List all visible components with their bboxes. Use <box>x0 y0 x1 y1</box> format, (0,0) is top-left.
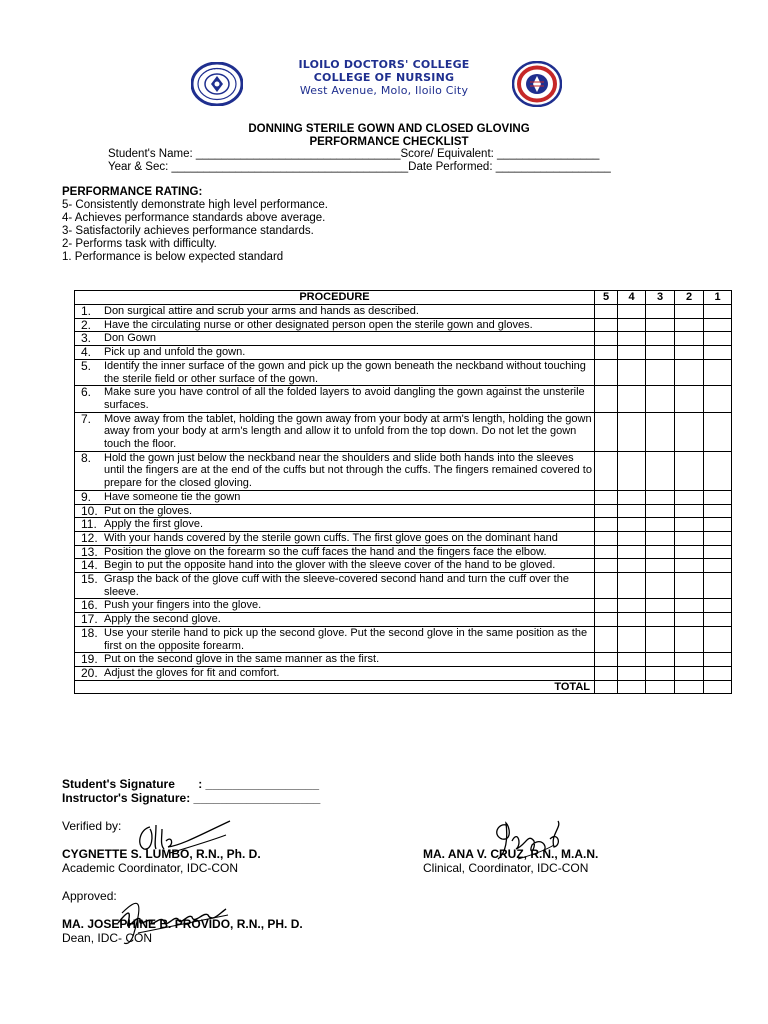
procedure-cell <box>75 518 595 532</box>
score-cell[interactable] <box>595 346 618 360</box>
step-number: 2. <box>81 317 92 332</box>
score-cell[interactable] <box>704 518 732 532</box>
score-cell[interactable] <box>704 504 732 518</box>
step-text: Make sure you have control of all the folded layers to avoid dangling the gown against the unsterile surfaces. <box>104 386 585 411</box>
step-number: 3. <box>81 331 92 346</box>
verified-label: Verified by: <box>62 819 122 833</box>
procedure-cell <box>75 305 595 319</box>
table-row <box>75 518 732 532</box>
procedure-cell <box>75 613 595 627</box>
step-number: 6. <box>81 385 92 400</box>
academic-coordinator-role: Academic Coordinator, IDC-CON <box>62 861 239 875</box>
signature-academic-coordinator <box>130 815 240 865</box>
step-text: Don Gown <box>104 332 156 345</box>
score-cell[interactable] <box>704 490 732 504</box>
score-cell[interactable] <box>595 305 618 319</box>
dean-role: Dean, IDC- CON <box>62 931 153 945</box>
score-cell[interactable] <box>704 599 732 613</box>
step-number: 13. <box>81 544 98 559</box>
score-cell[interactable] <box>595 680 618 693</box>
score-cell[interactable] <box>675 504 704 518</box>
step-text: Put on the second glove in the same manner as the first. <box>104 653 380 666</box>
step-text: Have the circulating nurse or other designated person open the sterile gown and gloves. <box>104 318 533 331</box>
procedure-cell <box>75 346 595 360</box>
step-number: 10. <box>81 503 98 518</box>
table-row <box>75 305 732 319</box>
score-cell[interactable] <box>618 504 646 518</box>
procedure-cell <box>75 318 595 332</box>
score-cell[interactable] <box>704 332 732 346</box>
procedure-cell <box>75 573 595 599</box>
college-name: ILOILO DOCTORS' COLLEGE <box>298 58 470 71</box>
step-text: Position the glove on the forearm so the cuff faces the hand and the fingers face the elbow. <box>104 545 547 558</box>
score-header-3: 3 <box>646 291 675 305</box>
score-cell[interactable] <box>704 531 732 545</box>
score-cell[interactable] <box>704 412 732 451</box>
score-cell[interactable] <box>595 504 618 518</box>
table-row <box>75 412 732 451</box>
score-cell[interactable] <box>646 305 675 319</box>
score-cell[interactable] <box>675 653 704 667</box>
approved-label: Approved: <box>62 889 117 903</box>
score-cell[interactable] <box>595 599 618 613</box>
score-cell[interactable] <box>618 318 646 332</box>
procedure-cell <box>75 451 595 490</box>
score-cell[interactable] <box>675 518 704 532</box>
score-cell[interactable] <box>704 666 732 680</box>
step-text: Move away from the tablet, holding the gown away from your body at arm's length, holding the gown away from your body at arm's length and allow it to unfold from the top down. Do not let the gown touch the floor. <box>104 412 592 451</box>
step-number: 20. <box>81 665 98 680</box>
step-number: 19. <box>81 652 98 667</box>
score-cell[interactable] <box>618 531 646 545</box>
score-cell[interactable] <box>704 613 732 627</box>
score-cell[interactable] <box>595 490 618 504</box>
step-number: 11. <box>81 517 97 532</box>
procedure-cell <box>75 490 595 504</box>
college-address: West Avenue, Molo, Iloilo City <box>299 84 469 97</box>
score-cell[interactable] <box>675 613 704 627</box>
score-cell[interactable] <box>595 626 618 652</box>
score-cell[interactable] <box>595 531 618 545</box>
rating-item: 2- Performs task with difficulty. <box>62 238 217 250</box>
score-cell[interactable] <box>595 613 618 627</box>
score-cell[interactable] <box>618 490 646 504</box>
score-header-5: 5 <box>595 291 618 305</box>
score-cell[interactable] <box>646 545 675 559</box>
step-number: 4. <box>81 345 92 360</box>
step-text: Adjust the gloves for fit and comfort. <box>104 666 280 679</box>
score-cell[interactable] <box>646 504 675 518</box>
table-row <box>75 332 732 346</box>
procedure-cell <box>75 599 595 613</box>
score-cell[interactable] <box>675 346 704 360</box>
table-row <box>75 653 732 667</box>
score-cell[interactable] <box>675 666 704 680</box>
score-cell[interactable] <box>704 451 732 490</box>
score-cell[interactable] <box>704 386 732 412</box>
step-text: Put on the gloves. <box>104 504 193 517</box>
step-number: 5. <box>81 358 92 373</box>
procedure-cell <box>75 332 595 346</box>
score-cell[interactable] <box>618 346 646 360</box>
step-number: 7. <box>81 411 92 426</box>
score-cell[interactable] <box>595 653 618 667</box>
score-cell[interactable] <box>704 653 732 667</box>
step-number: 16. <box>81 598 98 613</box>
table-row <box>75 666 732 680</box>
score-cell[interactable] <box>704 305 732 319</box>
student-name-field: Student's Name: ________________________________Score/ Equivalent: ________________ <box>108 148 600 160</box>
score-cell[interactable] <box>646 346 675 360</box>
score-cell[interactable] <box>595 545 618 559</box>
score-cell[interactable] <box>646 613 675 627</box>
clinical-coordinator-name: MA. ANA V. CRUZ, R.N., M.A.N. <box>423 847 599 861</box>
score-cell[interactable] <box>618 305 646 319</box>
score-cell[interactable] <box>675 545 704 559</box>
step-number: 9. <box>81 489 92 504</box>
score-cell[interactable] <box>646 359 675 385</box>
score-cell[interactable] <box>704 573 732 599</box>
rating-item: 4- Achieves performance standards above average. <box>62 212 326 224</box>
table-row <box>75 504 732 518</box>
step-text: Pick up and unfold the gown. <box>104 346 246 359</box>
performance-rating <box>62 186 328 264</box>
step-number: 1. <box>81 304 92 318</box>
rating-item: 1. Performance is below expected standard <box>62 251 284 263</box>
step-text: Begin to put the opposite hand into the glover with the sleeve cover of the hand to be gloved. <box>104 559 556 572</box>
score-cell[interactable] <box>646 318 675 332</box>
step-text: Apply the second glove. <box>104 613 221 626</box>
rating-item: 3- Satisfactorily achieves performance standards. <box>62 225 314 237</box>
step-text: Grasp the back of the glove cuff with the sleeve-covered second hand and turn the cuff over the sleeve. <box>104 573 569 598</box>
score-header-4: 4 <box>618 291 646 305</box>
table-row <box>75 346 732 360</box>
department-name: COLLEGE OF NURSING <box>313 71 455 84</box>
score-cell[interactable] <box>618 626 646 652</box>
score-cell[interactable] <box>618 680 646 693</box>
score-cell[interactable] <box>675 305 704 319</box>
score-cell[interactable] <box>704 545 732 559</box>
table-row <box>75 599 732 613</box>
rating-item: 5- Consistently demonstrate high level performance. <box>62 199 328 211</box>
total-row <box>75 680 732 693</box>
score-cell[interactable] <box>618 451 646 490</box>
procedure-cell <box>75 666 595 680</box>
score-cell[interactable] <box>646 412 675 451</box>
year-sec-field: Year & Sec: _____________________________________Date Performed: __________________ <box>108 161 611 173</box>
procedure-cell <box>75 559 595 573</box>
score-cell[interactable] <box>618 666 646 680</box>
procedure-cell <box>75 545 595 559</box>
signature-dean <box>108 893 238 953</box>
step-text: Hold the gown just below the neckband near the shoulders and slide both hands into the sleeves until the fingers are at the end of the cuffs but not through the cuffs. The fingers remained covered to prepare for the closed gloving. <box>104 451 592 490</box>
score-cell[interactable] <box>675 573 704 599</box>
total-label: TOTAL <box>75 680 595 693</box>
score-cell[interactable] <box>704 559 732 573</box>
procedure-cell <box>75 359 595 385</box>
score-cell[interactable] <box>675 451 704 490</box>
score-cell[interactable] <box>618 545 646 559</box>
table-row <box>75 531 732 545</box>
step-text: Don surgical attire and scrub your arms and hands as described. <box>104 305 419 317</box>
score-cell[interactable] <box>675 359 704 385</box>
step-text: Push your fingers into the glove. <box>104 599 262 612</box>
step-number: 15. <box>81 572 98 587</box>
score-cell[interactable] <box>595 573 618 599</box>
score-cell[interactable] <box>646 680 675 693</box>
score-cell[interactable] <box>595 318 618 332</box>
score-cell[interactable] <box>618 359 646 385</box>
document-subtitle: PERFORMANCE CHECKLIST <box>309 136 469 148</box>
table-row <box>75 318 732 332</box>
academic-coordinator-name: CYGNETTE S. LUMBO, R.N., Ph. D. <box>62 847 261 861</box>
procedure-cell <box>75 504 595 518</box>
step-text: Have someone tie the gown <box>104 490 241 503</box>
score-cell[interactable] <box>646 386 675 412</box>
score-cell[interactable] <box>646 666 675 680</box>
score-cell[interactable] <box>595 451 618 490</box>
score-cell[interactable] <box>646 490 675 504</box>
score-cell[interactable] <box>646 531 675 545</box>
score-cell[interactable] <box>704 346 732 360</box>
score-cell[interactable] <box>618 653 646 667</box>
score-cell[interactable] <box>618 518 646 532</box>
score-header-1: 1 <box>704 291 732 305</box>
score-cell[interactable] <box>646 573 675 599</box>
score-cell[interactable] <box>646 451 675 490</box>
table-row <box>75 386 732 412</box>
score-cell[interactable] <box>618 599 646 613</box>
score-cell[interactable] <box>618 386 646 412</box>
score-cell[interactable] <box>675 386 704 412</box>
score-cell[interactable] <box>675 490 704 504</box>
signature-clinical-coordinator <box>488 815 578 875</box>
score-cell[interactable] <box>704 359 732 385</box>
procedure-table <box>74 290 732 694</box>
step-number: 8. <box>81 450 92 465</box>
score-cell[interactable] <box>675 332 704 346</box>
score-cell[interactable] <box>646 559 675 573</box>
score-cell[interactable] <box>595 559 618 573</box>
table-row <box>75 573 732 599</box>
step-text: Identify the inner surface of the gown and pick up the gown beneath the neckband without touching the sterile field or other surface of the gown. <box>104 359 586 385</box>
rating-heading: PERFORMANCE RATING: <box>62 186 203 198</box>
step-number: 14. <box>81 558 98 573</box>
procedure-cell <box>75 626 595 652</box>
table-row <box>75 451 732 490</box>
table-row <box>75 490 732 504</box>
score-header-2: 2 <box>675 291 704 305</box>
score-cell[interactable] <box>646 653 675 667</box>
score-cell[interactable] <box>618 573 646 599</box>
college-header <box>0 58 768 97</box>
score-cell[interactable] <box>618 412 646 451</box>
score-cell[interactable] <box>595 412 618 451</box>
score-cell[interactable] <box>704 318 732 332</box>
score-cell[interactable] <box>595 666 618 680</box>
step-text: With your hands covered by the sterile gown cuffs. The first glove goes on the dominant hand <box>104 531 558 544</box>
score-cell[interactable] <box>618 559 646 573</box>
score-cell[interactable] <box>675 559 704 573</box>
score-cell[interactable] <box>595 386 618 412</box>
step-number: 12. <box>81 530 98 545</box>
procedure-cell <box>75 412 595 451</box>
score-cell[interactable] <box>646 518 675 532</box>
step-text: Apply the first glove. <box>104 518 204 531</box>
score-cell[interactable] <box>646 332 675 346</box>
score-cell[interactable] <box>675 412 704 451</box>
score-cell[interactable] <box>646 626 675 652</box>
score-cell[interactable] <box>675 599 704 613</box>
score-cell[interactable] <box>675 626 704 652</box>
document-title: DONNING STERILE GOWN AND CLOSED GLOVING <box>248 123 530 135</box>
procedure-cell <box>75 653 595 667</box>
score-cell[interactable] <box>618 332 646 346</box>
step-number: 18. <box>81 625 98 640</box>
table-header-row <box>75 291 732 305</box>
table-row <box>75 613 732 627</box>
step-number: 17. <box>81 612 98 627</box>
score-cell[interactable] <box>646 599 675 613</box>
dean-name: MA. JOSEPHINE B. PROVIDO, R.N., PH. D. <box>62 917 303 931</box>
score-cell[interactable] <box>595 518 618 532</box>
score-cell[interactable] <box>704 680 732 693</box>
procedure-header: PROCEDURE <box>75 291 595 305</box>
score-cell[interactable] <box>675 680 704 693</box>
score-cell[interactable] <box>595 359 618 385</box>
procedure-cell <box>75 531 595 545</box>
step-text: Use your sterile hand to pick up the second glove. Put the second glove in the same position as the first on the opposite forearm. <box>104 626 588 652</box>
clinical-coordinator-role: Clinical, Coordinator, IDC-CON <box>423 861 589 875</box>
score-cell[interactable] <box>675 318 704 332</box>
table-row <box>75 559 732 573</box>
procedure-cell <box>75 386 595 412</box>
score-cell[interactable] <box>704 626 732 652</box>
instructor-signature-line: Instructor's Signature: ___________________ <box>62 791 321 805</box>
score-cell[interactable] <box>675 531 704 545</box>
score-cell[interactable] <box>595 332 618 346</box>
table-row <box>75 359 732 385</box>
student-signature-line: Student's Signature : _________________ <box>62 777 319 791</box>
score-cell[interactable] <box>618 613 646 627</box>
table-row <box>75 545 732 559</box>
table-row <box>75 626 732 652</box>
